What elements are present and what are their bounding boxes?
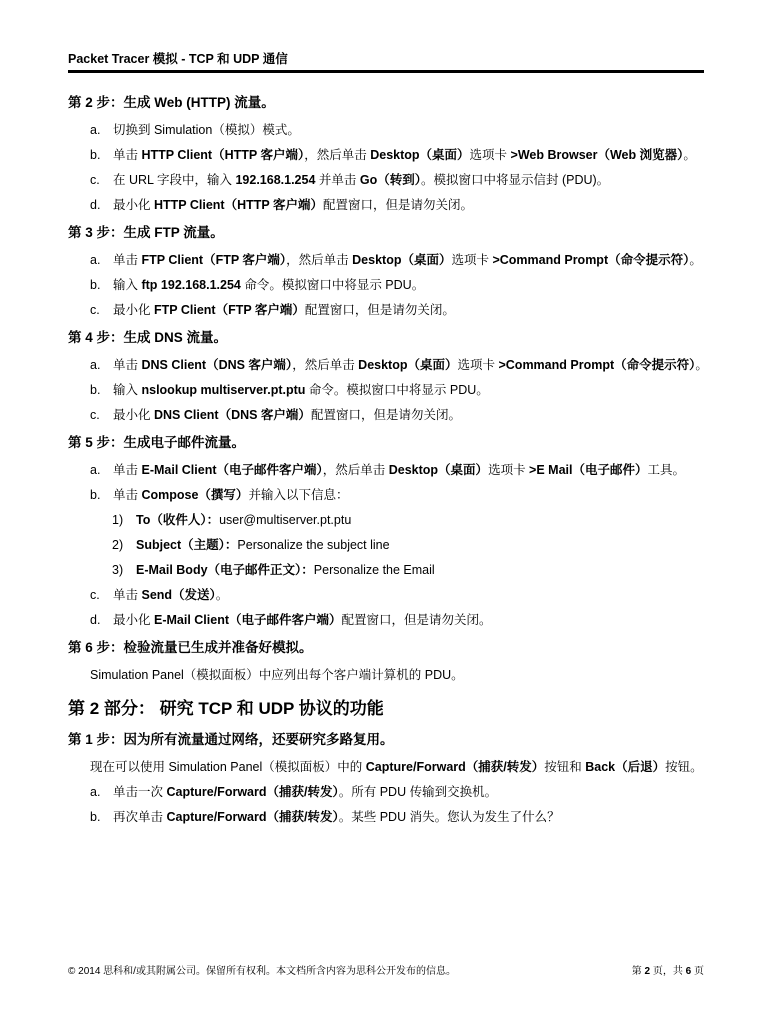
header-rule (68, 70, 704, 73)
step-4-item-c: c. 最小化 DNS Client（DNS 客户端）配置窗口，但是请勿关闭。 (90, 408, 461, 422)
step-2-item-c: c. 在 URL 字段中，输入 192.168.1.254 并单击 Go（转到）。模拟窗口中将显示信封 (PDU)。 (90, 173, 610, 187)
step-3-heading: 第 3 步：生成 FTP 流量。 (68, 225, 224, 240)
part-2-step-1-paragraph: 现在可以使用 Simulation Panel（模拟面板）中的 Capture/Forward（捕获/转发）按钮和 Back（后退）按钮。 (90, 760, 703, 774)
step-2-item-d: d. 最小化 HTTP Client（HTTP 客户端）配置窗口，但是请勿关闭。 (90, 198, 473, 212)
step-5-item-b: b. 单击 Compose（撰写）并输入以下信息： (90, 488, 349, 502)
step-3-item-a: a. 单击 FTP Client（FTP 客户端），然后单击 Desktop（桌面）选项卡 >Command Prompt（命令提示符）。 (90, 253, 702, 267)
step-5-heading: 第 5 步：生成电子邮件流量。 (68, 435, 246, 450)
part-2-heading: 第 2 部分： 研究 TCP 和 UDP 协议的功能 (68, 699, 384, 718)
step-5-item-d: d. 最小化 E-Mail Client（电子邮件客户端）配置窗口，但是请勿关闭。 (90, 613, 492, 627)
step-6-paragraph: Simulation Panel（模拟面板）中应列出每个客户端计算机的 PDU。 (90, 668, 464, 682)
page-footer (68, 962, 704, 977)
step-5-item-c: c. 单击 Send（发送）。 (90, 588, 229, 602)
part-2-step-1-heading: 第 1 步：因为所有流量通过网络，还要研究多路复用。 (68, 732, 394, 747)
document-body (68, 84, 708, 833)
step-6-heading: 第 6 步：检验流量已生成并准备好模拟。 (68, 640, 313, 655)
step-5-subitem-2: 2) Subject（主题）：Personalize the subject line (112, 538, 390, 552)
page-number: 第 2 页，共 6 页 (631, 966, 704, 977)
step-5-subitem-3: 3) E-Mail Body（电子邮件正文）：Personalize the Email (112, 563, 435, 577)
step-2-heading: 第 2 步：生成 Web (HTTP) 流量。 (68, 95, 275, 110)
step-3-item-b: b. 输入 ftp 192.168.1.254 命令。模拟窗口中将显示 PDU。 (90, 278, 425, 292)
step-2-item-a: a. 切换到 Simulation（模拟）模式。 (90, 123, 300, 137)
step-4-item-a: a. 单击 DNS Client（DNS 客户端），然后单击 Desktop（桌面）选项卡 >Command Prompt（命令提示符）。 (90, 358, 708, 372)
step-2-item-b: b. 单击 HTTP Client（HTTP 客户端），然后单击 Desktop（桌面）选项卡 >Web Browser（Web 浏览器）。 (90, 148, 696, 162)
part-2-step-1-item-a: a. 单击一次 Capture/Forward（捕获/转发）。所有 PDU 传输到交换机。 (90, 785, 498, 799)
step-3-item-c: c. 最小化 FTP Client（FTP 客户端）配置窗口，但是请勿关闭。 (90, 303, 455, 317)
part-2-step-1-item-b: b. 再次单击 Capture/Forward（捕获/转发）。某些 PDU 消失。您认为发生了什么？ (90, 810, 560, 824)
step-5-subitem-1: 1) To（收件人）：user@multiserver.pt.ptu (112, 513, 352, 527)
step-5-item-a: a. 单击 E-Mail Client（电子邮件客户端），然后单击 Desktop（桌面）选项卡 >E Mail（电子邮件）工具。 (90, 463, 685, 477)
step-4-item-b: b. 输入 nslookup multiserver.pt.ptu 命令。模拟窗口中将显示 PDU。 (90, 383, 489, 397)
step-4-heading: 第 4 步：生成 DNS 流量。 (68, 330, 228, 345)
copyright-notice: © 2014 思科和/或其附属公司。保留所有权利。本文档所含内容为思科公开发布的信息。 (68, 966, 456, 977)
page-header: Packet Tracer 模拟 - TCP 和 UDP 通信 (68, 52, 288, 66)
